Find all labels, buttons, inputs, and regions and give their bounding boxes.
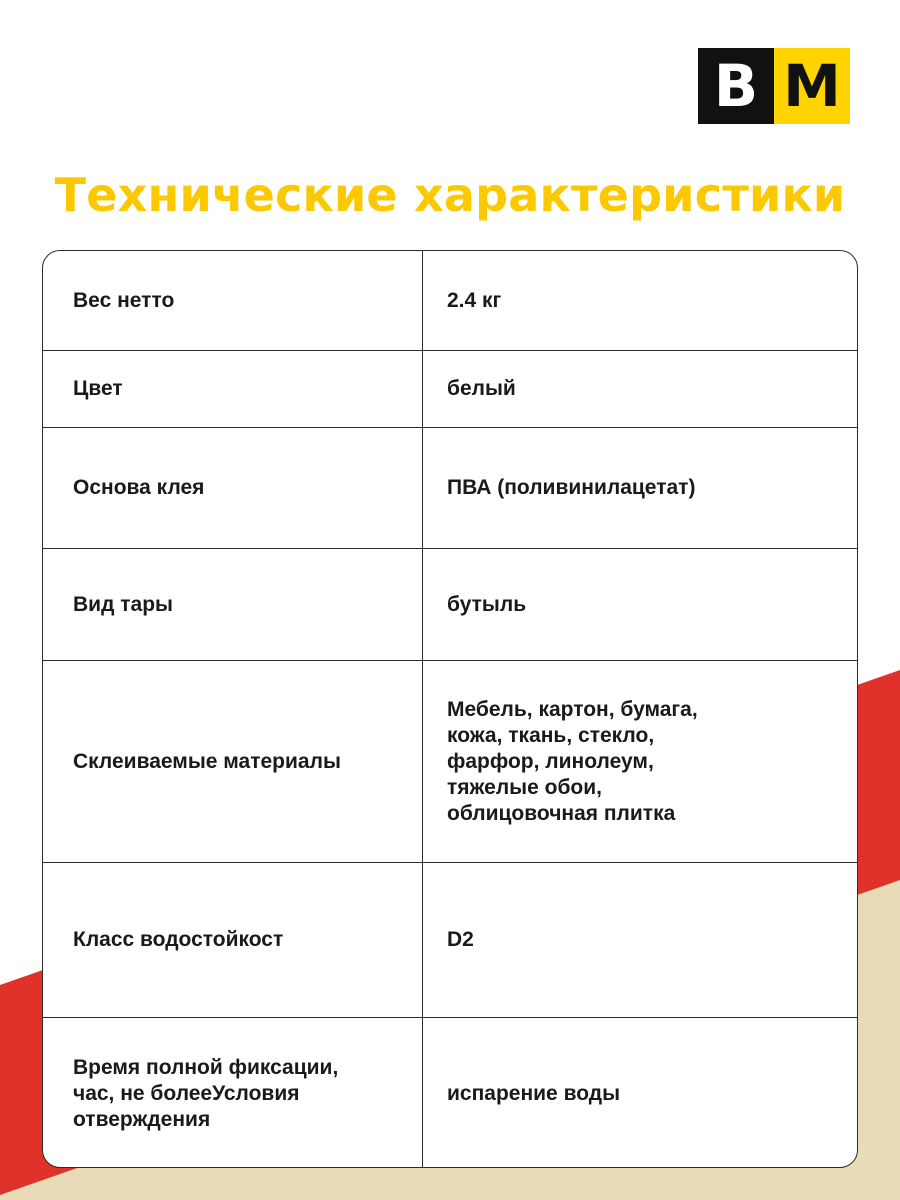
logo-letter-b: B	[698, 48, 774, 124]
spec-value: бутыль	[447, 592, 527, 616]
spec-value: D2	[447, 928, 474, 951]
table-row	[43, 863, 857, 1018]
spec-value: испарение воды	[447, 1081, 621, 1105]
spec-value: белый	[447, 377, 516, 400]
spec-label: Основа клея	[43, 428, 423, 548]
specs-table	[42, 250, 858, 1168]
spec-value: ПВА (поливинилацетат)	[447, 476, 696, 499]
spec-label: Склеиваемые материалы	[43, 661, 423, 862]
spec-value: Мебель, картон, бумага, кожа, ткань, стекло, фарфор, линолеум, тяжелые обои, облицовочная плитка	[447, 697, 698, 825]
spec-label: Время полной фиксации, час, не болееУсловия отверждения	[43, 1018, 423, 1168]
spec-label: Вес нетто	[43, 251, 423, 350]
table-row	[43, 251, 857, 351]
table-row	[43, 1018, 857, 1168]
spec-label: Вид тары	[43, 549, 423, 660]
table-row	[43, 549, 857, 661]
logo-letter-m: M	[774, 48, 850, 124]
spec-label: Цвет	[43, 351, 423, 427]
page-title: Технические характеристики	[54, 168, 846, 222]
table-row	[43, 351, 857, 428]
brand-logo	[698, 48, 850, 124]
table-row	[43, 428, 857, 549]
spec-label: Класс водостойкост	[43, 863, 423, 1017]
spec-value: 2.4 кг	[447, 288, 502, 312]
table-row	[43, 661, 857, 863]
